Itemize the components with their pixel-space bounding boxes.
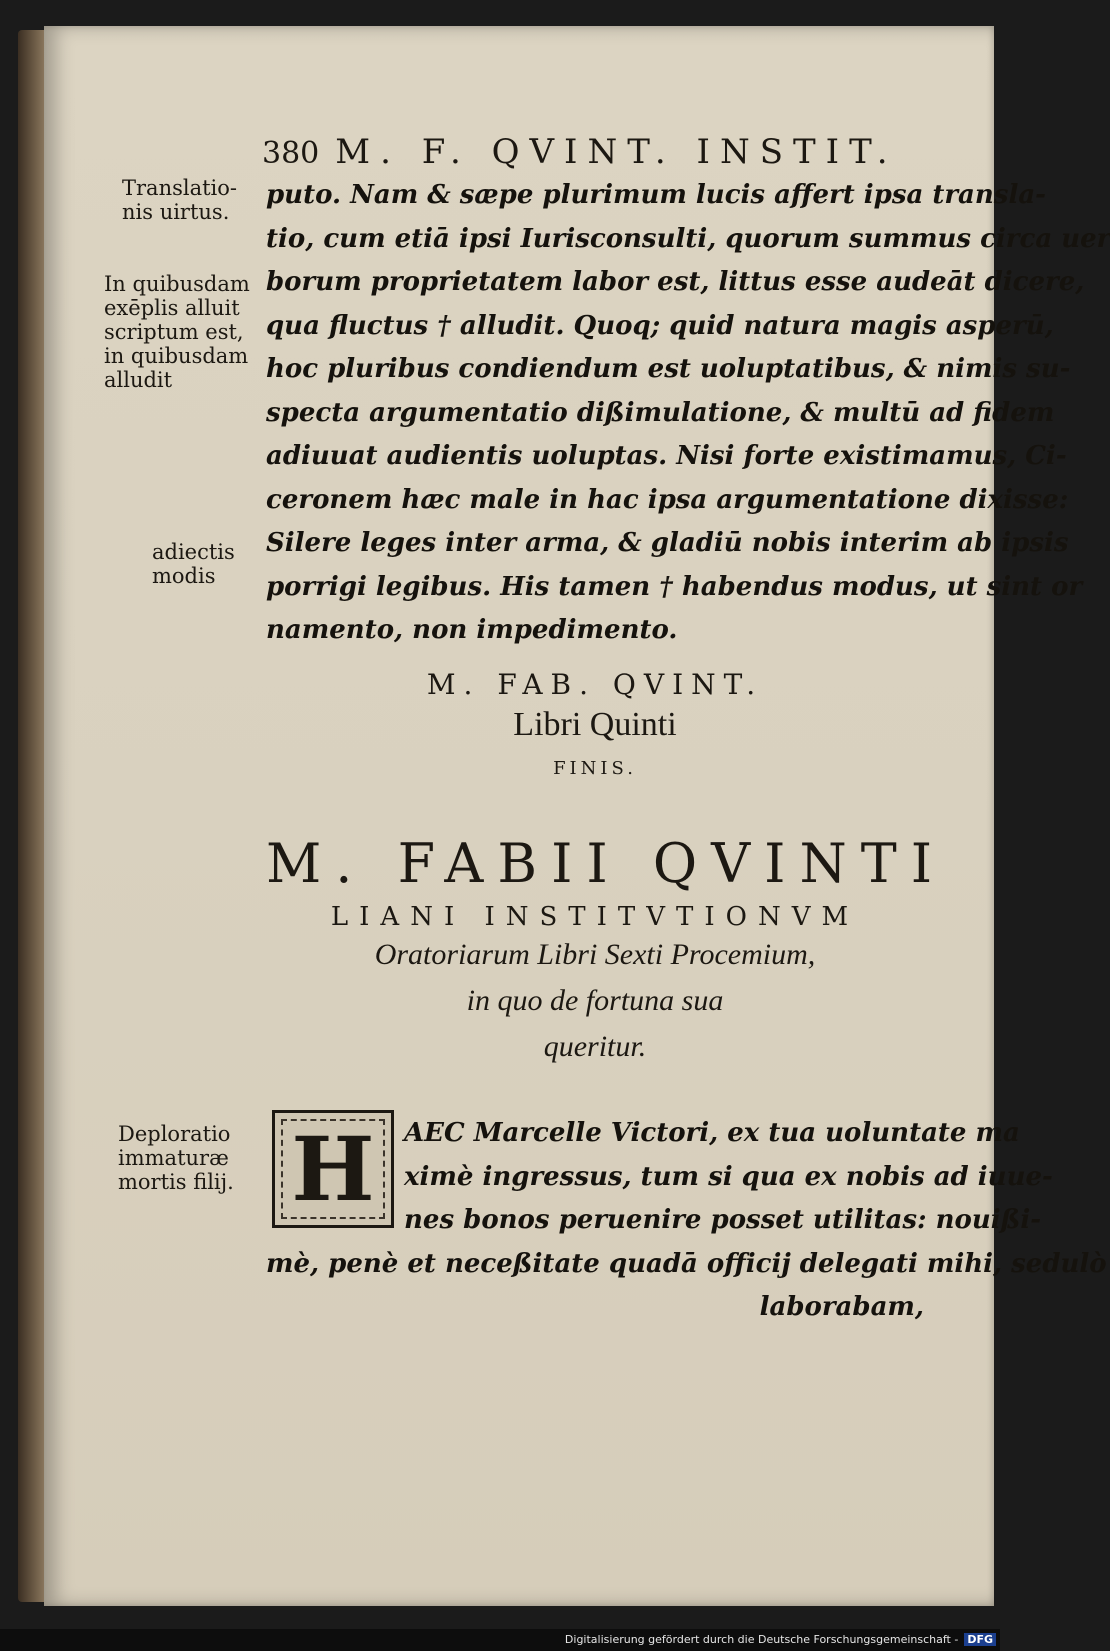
margin-line: Deploratio [118,1122,231,1146]
text-line: qua fluctus † alludit. Quoq; quid natura magis asperū, [266,310,1054,341]
end-title-author: M. FAB. QVINT. [426,668,764,701]
book-title-line-5: queritur. [543,1030,647,1063]
text-line: namento, non impedimento. [266,615,678,645]
text-line: nes bonos peruenire posset utilitas: nouißi- [404,1205,1042,1235]
margin-line: adiectis [152,540,235,564]
margin-line: modis [152,564,216,588]
running-header [262,132,902,172]
text-line: specta argumentatio dißimulatione, & multū ad fidem [266,397,1055,428]
text-line: ximè ingressus, tum si qua ex nobis ad iuue- [404,1161,1053,1192]
margin-note-translatio [122,176,237,224]
margin-line: exēplis alluit [104,296,240,320]
text-line: hoc pluribus condiendum est uoluptatibus, & nimis su- [266,354,1071,384]
text-line: AEC Marcelle Victori, ex tua uoluntate ma [404,1118,1020,1148]
text-line: adiuuat audientis uoluptas. Nisi forte existimamus, Ci- [266,441,1067,471]
page-number: 380 [262,136,320,171]
margin-note-adiectis [152,540,235,588]
margin-note-alludit [104,272,250,392]
digitization-footer [0,1629,1000,1651]
margin-line: nis uirtus. [122,200,230,224]
text-line: ceronem hæc male in hac ipsa argumentatione dixisse: [266,484,1069,515]
book-title-line-2: LIANI INSTITVTIONVM [330,902,860,932]
text-line: mè, penè et neceßitate quadā officij delegati mihi, sedulò [266,1248,1107,1279]
text-line: laborabam, [759,1292,924,1322]
end-title-book: Libri Quinti [513,706,677,743]
running-title: M. F. QVINT. INSTIT. [335,132,898,172]
end-title-finis: FINIS. [553,758,637,779]
body-text-section-1 [266,174,1110,653]
text-line: puto. Nam & sæpe plurimum lucis affert ipsa transla- [266,180,1046,210]
text-line: tio, cum etiā ipsi Iurisconsulti, quorum summus circa uer [266,223,1110,254]
margin-line: in quibusdam [104,344,249,368]
margin-line: scriptum est, [104,320,244,344]
footer-text: Digitalisierung gefördert durch die Deutsche Forschungsgemeinschaft - [564,1633,959,1646]
text-line: Silere leges inter arma, & gladiū nobis interim ab ipsis [266,528,1069,558]
margin-note-deploratio [118,1122,234,1194]
initial-letter: H [291,1117,375,1221]
text-line: borum proprietatem labor est, littus esse audeāt dicere, [266,267,1085,297]
margin-line: alludit [104,368,173,392]
book-title-line-3: Oratoriarum Libri Sexti Procemium, [374,938,816,971]
text-line: porrigi legibus. His tamen † habendus modus, ut sint or [266,571,1083,602]
dfg-logo: DFG [964,1633,996,1646]
margin-line: immaturæ [118,1146,229,1170]
body-text-section-2 [266,1112,1107,1330]
book-title-line-1: M. FABII QVINTI [266,832,947,895]
margin-line: In quibusdam [104,272,250,296]
margin-line: Translatio- [122,176,237,200]
margin-line: mortis filij. [118,1170,234,1194]
book-title-line-4: in quo de fortuna sua [466,984,724,1017]
